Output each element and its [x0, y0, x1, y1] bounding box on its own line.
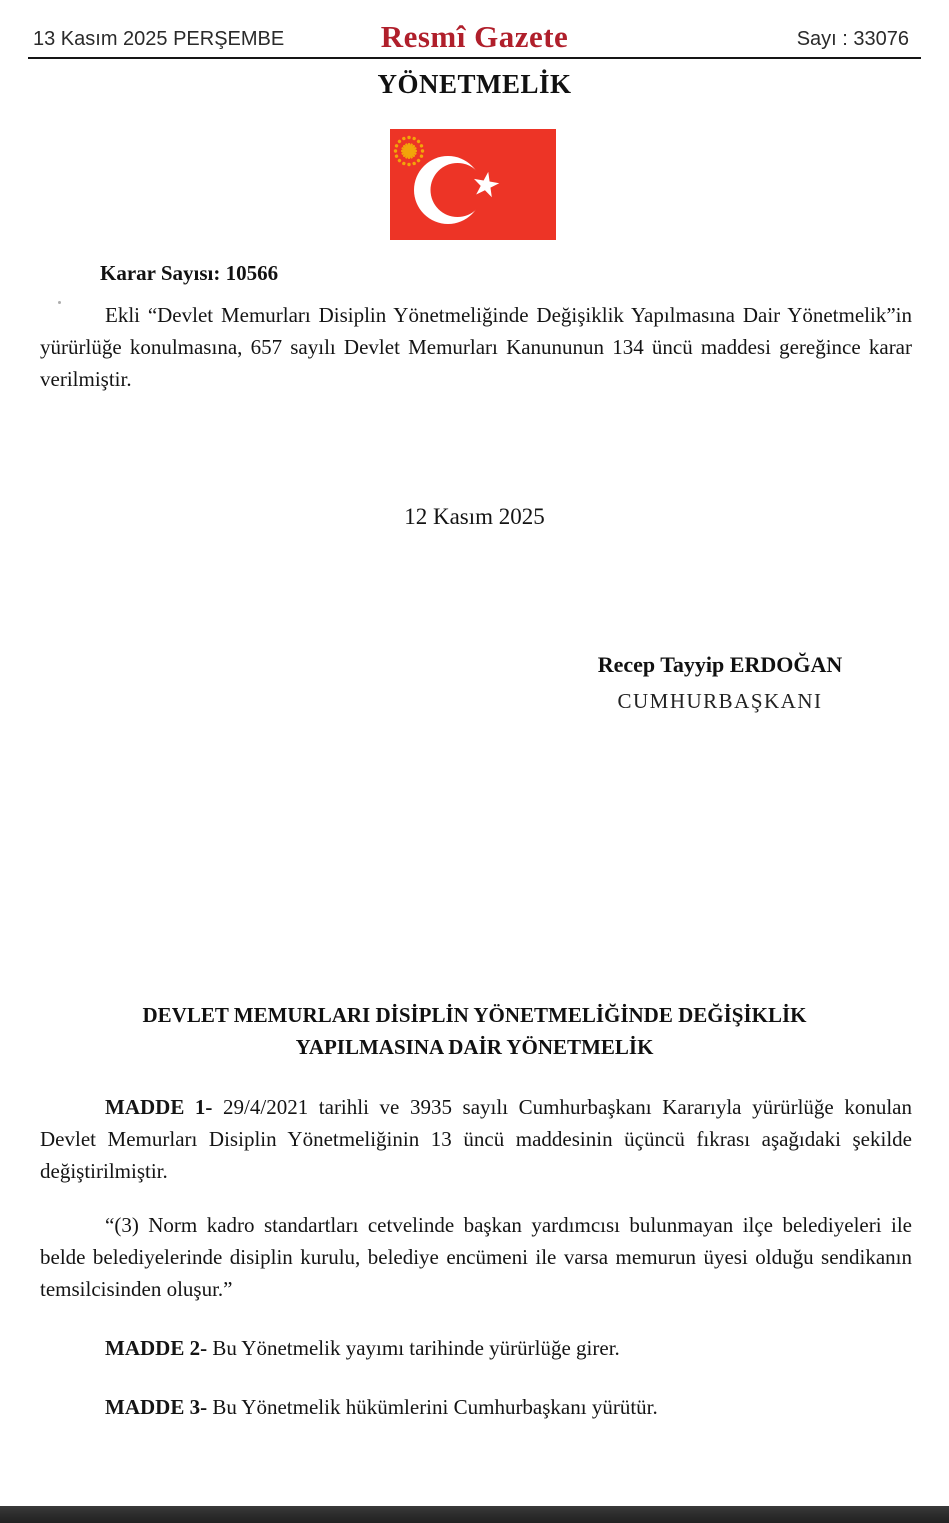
turkish-presidential-flag-image — [390, 129, 556, 240]
regulation-title — [0, 999, 949, 1063]
viewer-bottom-bar — [0, 1506, 949, 1523]
signature-name: Recep Tayyip ERDOĞAN — [597, 652, 843, 677]
decree-body-paragraph: Ekli “Devlet Memurları Disiplin Yönetmeliğinde Değişiklik Yapılmasına Dair Yönetmelik”in yürürlüğe konulmasına, 657 sayılı Devlet Memurları Kanununun 134 üncü maddesi gereğince karar verilmiştir. — [40, 303, 912, 391]
article-1-text: 29/4/2021 tarihli ve 3935 sayılı Cumhurbaşkanı Kararıyla yürürlüğe konulan Devlet Memurları Disiplin Yönetmeliğinin 13 üncü maddesinin üçüncü fıkrası aşağıdaki şekilde değiştirilmiştir. — [40, 1095, 912, 1183]
article-2-paragraph — [40, 1332, 912, 1364]
quoted-clause-paragraph — [40, 1209, 912, 1305]
crescent-inner — [431, 163, 485, 217]
document-kind-heading: YÖNETMELİK — [377, 69, 572, 99]
article-3-label: MADDE 3- — [105, 1395, 208, 1419]
signature-block — [480, 652, 949, 714]
signature-title: CUMHURBAŞKANI — [617, 689, 823, 713]
gazette-date: 13 Kasım 2025 PERŞEMBE — [33, 28, 285, 50]
decree-number: Karar Sayısı: 10566 — [100, 261, 279, 285]
article-1-label: MADDE 1- — [105, 1095, 213, 1119]
gazette-masthead: Resmî Gazete — [380, 19, 569, 54]
article-2-label: MADDE 2- — [105, 1336, 208, 1360]
header-divider — [28, 57, 921, 59]
article-1-paragraph — [40, 1091, 912, 1187]
decree-date: 12 Kasım 2025 — [404, 504, 545, 529]
regulation-title-line1: DEVLET MEMURLARI DİSİPLİN YÖNETMELİĞİNDE DEĞİŞİKLİK — [142, 1003, 807, 1027]
quoted-clause-text: “(3) Norm kadro standartları cetvelinde başkan yardımcısı bulunmayan ilçe belediyeleri ile belde belediyelerinde disiplin kurulu, belediye encümeni ile varsa memurun üyesi olduğu sendikanın temsilcisinden oluşur.” — [40, 1213, 912, 1301]
article-2-text: Bu Yönetmelik yayımı tarihinde yürürlüğe girer. — [207, 1336, 620, 1360]
regulation-title-line2: YAPILMASINA DAİR YÖNETMELİK — [295, 1035, 654, 1059]
article-3-paragraph — [40, 1391, 912, 1423]
article-3-text: Bu Yönetmelik hükümlerini Cumhurbaşkanı yürütür. — [207, 1395, 658, 1419]
gazette-issue-number: Sayı : 33076 — [796, 28, 909, 50]
